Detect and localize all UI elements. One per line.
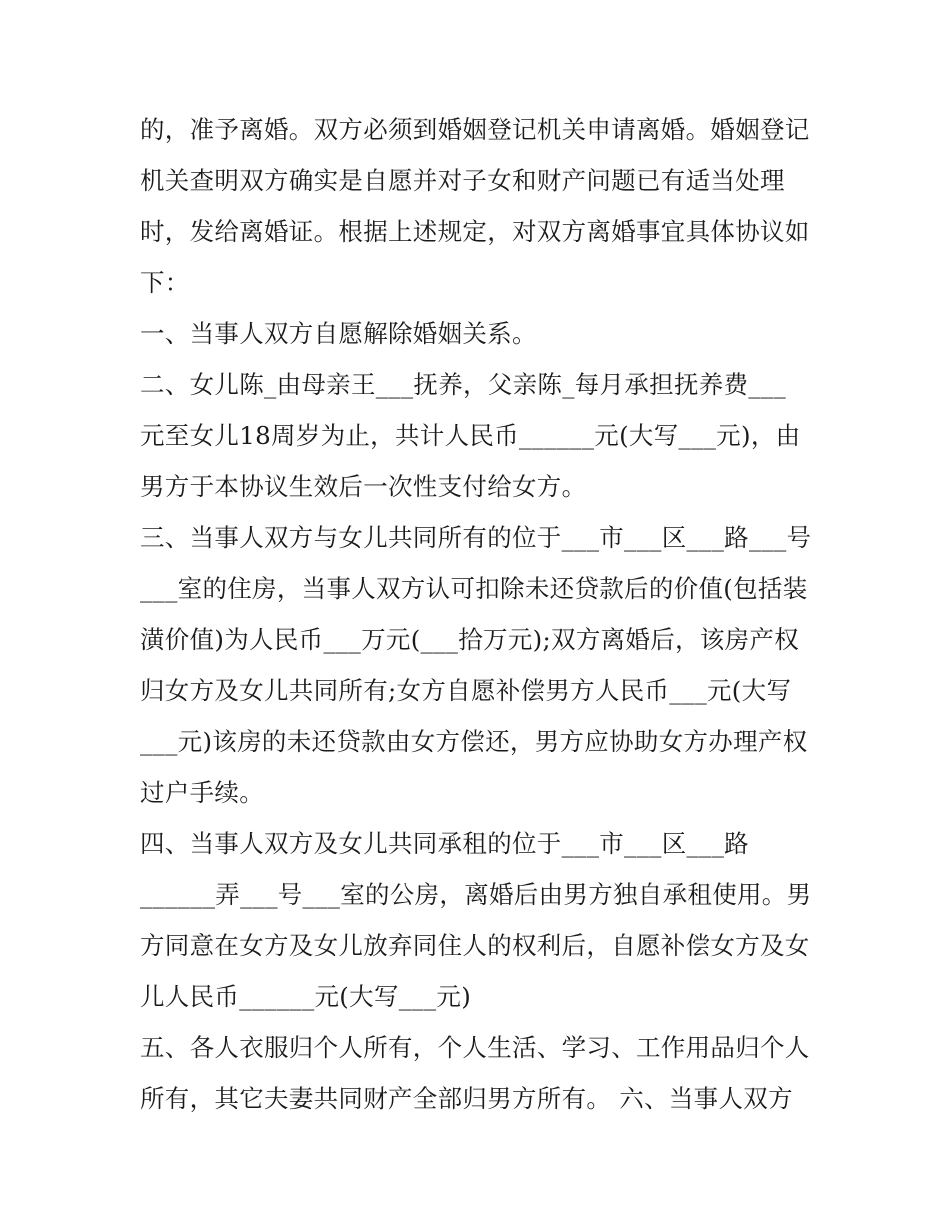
clause-2: 二、女儿陈_由母亲王___抚养，父亲陈_每月承担抚养费___ (140, 370, 786, 399)
text-line: 方同意在女方及女儿放弃同住人的权利后，自愿补偿女方及女 (140, 931, 810, 960)
text-line: 时，发给离婚证。根据上述规定，对双方离婚事宜具体协议如 (140, 217, 810, 246)
text-line: ___元)该房的未还贷款由女方偿还，男方应协助女方办理产权 (140, 727, 808, 756)
text-line: ___室的住房，当事人双方认可扣除未还贷款后的价值(包括装 (140, 574, 808, 603)
text-line: 归女方及女儿共同所有;女方自愿补偿男方人民币___元(大写 (140, 676, 792, 705)
clause-5: 五、各人衣服归个人所有，个人生活、学习、工作用品归个人 (140, 1033, 810, 1062)
agreement-text (140, 104, 830, 1124)
text-line: 潢价值)为人民币___万元(___拾万元);双方离婚后，该房产权 (140, 625, 800, 654)
text-line: 儿人民币______元(大写___元) (140, 982, 472, 1011)
text-line: 男方于本协议生效后一次性支付给女方。 (140, 472, 587, 501)
clause-4: 四、当事人双方及女儿共同承租的位于___市___区___路 (140, 829, 749, 858)
text-line: 元至女儿18周岁为止，共计人民币______元(大写___元)，由 (140, 421, 801, 450)
text-line: 下： (140, 268, 190, 297)
text-line: 机关查明双方确实是自愿并对子女和财产问题已有适当处理 (140, 166, 785, 195)
text-line: 过户手续。 (140, 778, 264, 807)
text-line: ______弄___号___室的公房，离婚后由男方独自承租使用。男 (140, 880, 812, 909)
clause-1: 一、当事人双方自愿解除婚姻关系。 (140, 319, 537, 348)
text-line: 的，准予离婚。双方必须到婚姻登记机关申请离婚。婚姻登记 (140, 115, 810, 144)
clause-3: 三、当事人双方与女儿共同所有的位于___市___区___路___号 (140, 523, 812, 552)
text-line: 所有，其它夫妻共同财产全部归男方所有。 六、当事人双方 (140, 1084, 793, 1113)
